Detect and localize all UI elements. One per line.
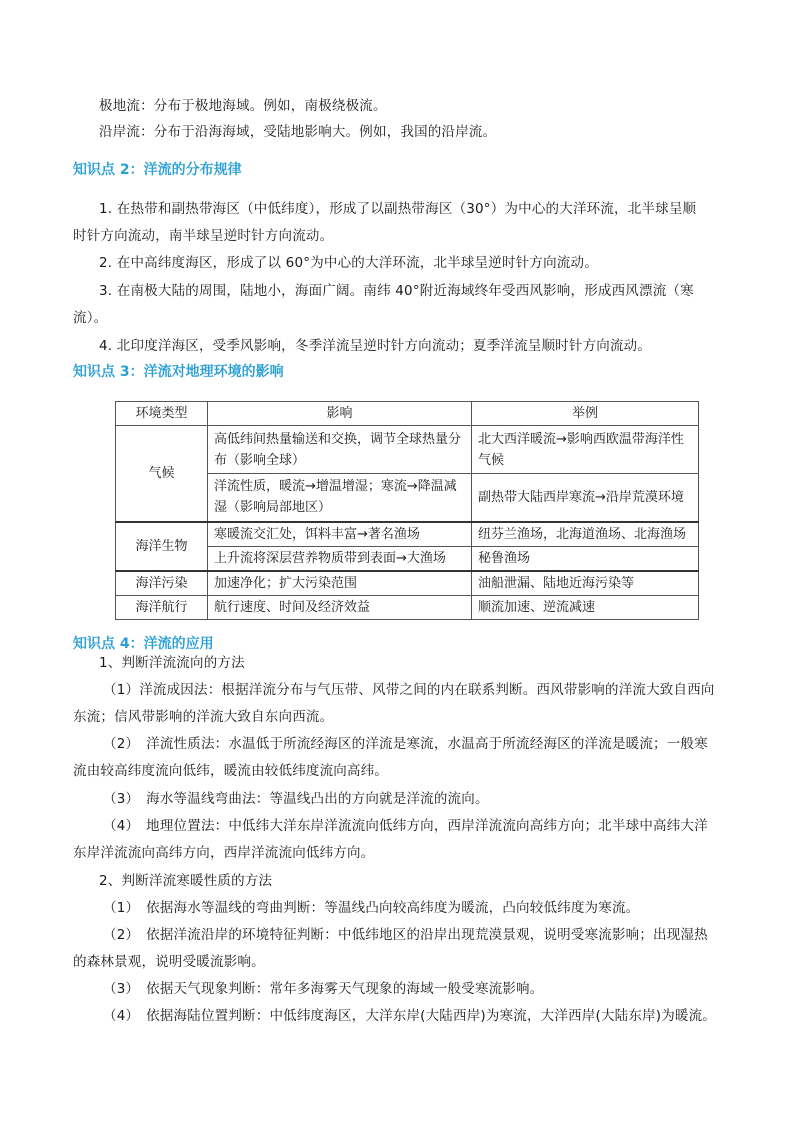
header-env-type: 环境类型	[116, 402, 208, 426]
category-cell: 海洋生物	[116, 522, 208, 571]
section-2-line: 3. 在南极大陆的周围，陆地小，海面广阔。南纬 40°附近海域终年受西风影响，形成西风漂流（寒	[99, 283, 694, 299]
section-3-heading: 知识点 3：洋流对地理环境的影响	[73, 364, 284, 380]
impact-cell: 上升流将深层营养物质带到表面→大渔场	[208, 546, 472, 571]
intro-line-coastal: 沿岸流：分布于沿海海域，受陆地影响大。例如，我国的沿岸流。	[99, 124, 497, 140]
section-4-line: （1） 依据海水等温线的弯曲判断：等温线凸向较高纬度为暖流，凸向较低纬度为寒流。	[103, 900, 640, 916]
category-cell: 气候	[116, 426, 208, 522]
section-4-line: （3） 依据天气现象判断：常年多海雾天气现象的海域一般受寒流影响。	[103, 981, 544, 997]
example-cell: 顺流加速、逆流减速	[472, 595, 699, 619]
header-impact: 影响	[208, 402, 472, 426]
section-4-line: （1）洋流成因法：根据洋流分布与气压带、风带之间的内在联系判断。西风带影响的洋流大致自西向	[103, 682, 715, 698]
table-row	[116, 571, 699, 596]
section-2-line: 时针方向流动，南半球呈逆时针方向流动。	[73, 228, 334, 244]
environment-impact-table-wrapper	[115, 401, 698, 618]
example-cell: 油船泄漏、陆地近海污染等	[472, 571, 699, 596]
impact-cell: 洋流性质，暖流→增温增湿；寒流→降温减湿（影响局部地区）	[208, 474, 472, 522]
example-cell: 北大西洋暖流→影响西欧温带海洋性气候	[472, 426, 699, 474]
section-4-line: 1、判断洋流流向的方法	[99, 655, 245, 671]
category-cell: 海洋航行	[116, 595, 208, 619]
section-4-line: （2） 依据洋流沿岸的环境特征判断：中低纬地区的沿岸出现荒漠景观，说明受寒流影响；出现湿热	[103, 927, 708, 943]
section-2-line: 流）。	[73, 310, 108, 326]
section-4-line: （2） 洋流性质法：水温低于所流经海区的洋流是寒流，水温高于所流经海区的洋流是暖流；一般寒	[103, 736, 708, 752]
section-4-heading: 知识点 4：洋流的应用	[73, 636, 214, 652]
intro-line-polar: 极地流：分布于极地海域。例如，南极绕极流。	[99, 98, 387, 114]
example-cell: 纽芬兰渔场，北海道渔场、北海渔场	[472, 522, 699, 547]
table-row	[116, 522, 699, 547]
section-4-line: （4） 依据海陆位置判断：中低纬度海区，大洋东岸(大陆西岸)为寒流，大洋西岸(大陆东岸)为暖流。	[103, 1008, 717, 1024]
table-row	[116, 426, 699, 474]
section-2-line: 2. 在中高纬度海区，形成了以 60°为中心的大洋环流，北半球呈逆时针方向流动。	[99, 255, 598, 271]
section-2-line: 4. 北印度洋海区，受季风影响，冬季洋流呈逆时针方向流动；夏季洋流呈顺时针方向流动。	[99, 338, 652, 354]
section-4-line: 流由较高纬度流向低纬，暖流由较低纬度流向高纬。	[73, 763, 389, 779]
section-2-heading: 知识点 2：洋流的分布规律	[73, 162, 242, 178]
section-4-line: （3） 海水等温线弯曲法：等温线凸出的方向就是洋流的流向。	[103, 791, 489, 807]
table-header-row	[116, 402, 699, 426]
environment-impact-table	[115, 401, 699, 620]
table-row	[116, 595, 699, 619]
impact-cell: 加速净化；扩大污染范围	[208, 571, 472, 596]
section-4-line: 东流；信风带影响的洋流大致自东向西流。	[73, 709, 334, 725]
section-2-line: 1. 在热带和副热带海区（中低纬度），形成了以副热带海区（30°）为中心的大洋环流，北半球呈顺	[99, 201, 697, 217]
example-cell: 秘鲁渔场	[472, 546, 699, 571]
section-4-line: 的森林景观，说明受暖流影响。	[73, 954, 265, 970]
header-example: 举例	[472, 402, 699, 426]
example-cell: 副热带大陆西岸寒流→沿岸荒漠环境	[472, 474, 699, 522]
impact-cell: 寒暖流交汇处，饵料丰富→著名渔场	[208, 522, 472, 547]
section-4-line: （4） 地理位置法：中低纬大洋东岸洋流流向低纬方向，西岸洋流流向高纬方向；北半球中高纬大洋	[103, 818, 708, 834]
impact-cell: 航行速度、时间及经济效益	[208, 595, 472, 619]
impact-cell: 高低纬间热量输送和交换，调节全球热量分布（影响全球）	[208, 426, 472, 474]
section-4-line: 东岸洋流流向高纬方向，西岸洋流流向低纬方向。	[73, 845, 375, 861]
section-4-line: 2、判断洋流寒暖性质的方法	[99, 873, 273, 889]
category-cell: 海洋污染	[116, 571, 208, 596]
